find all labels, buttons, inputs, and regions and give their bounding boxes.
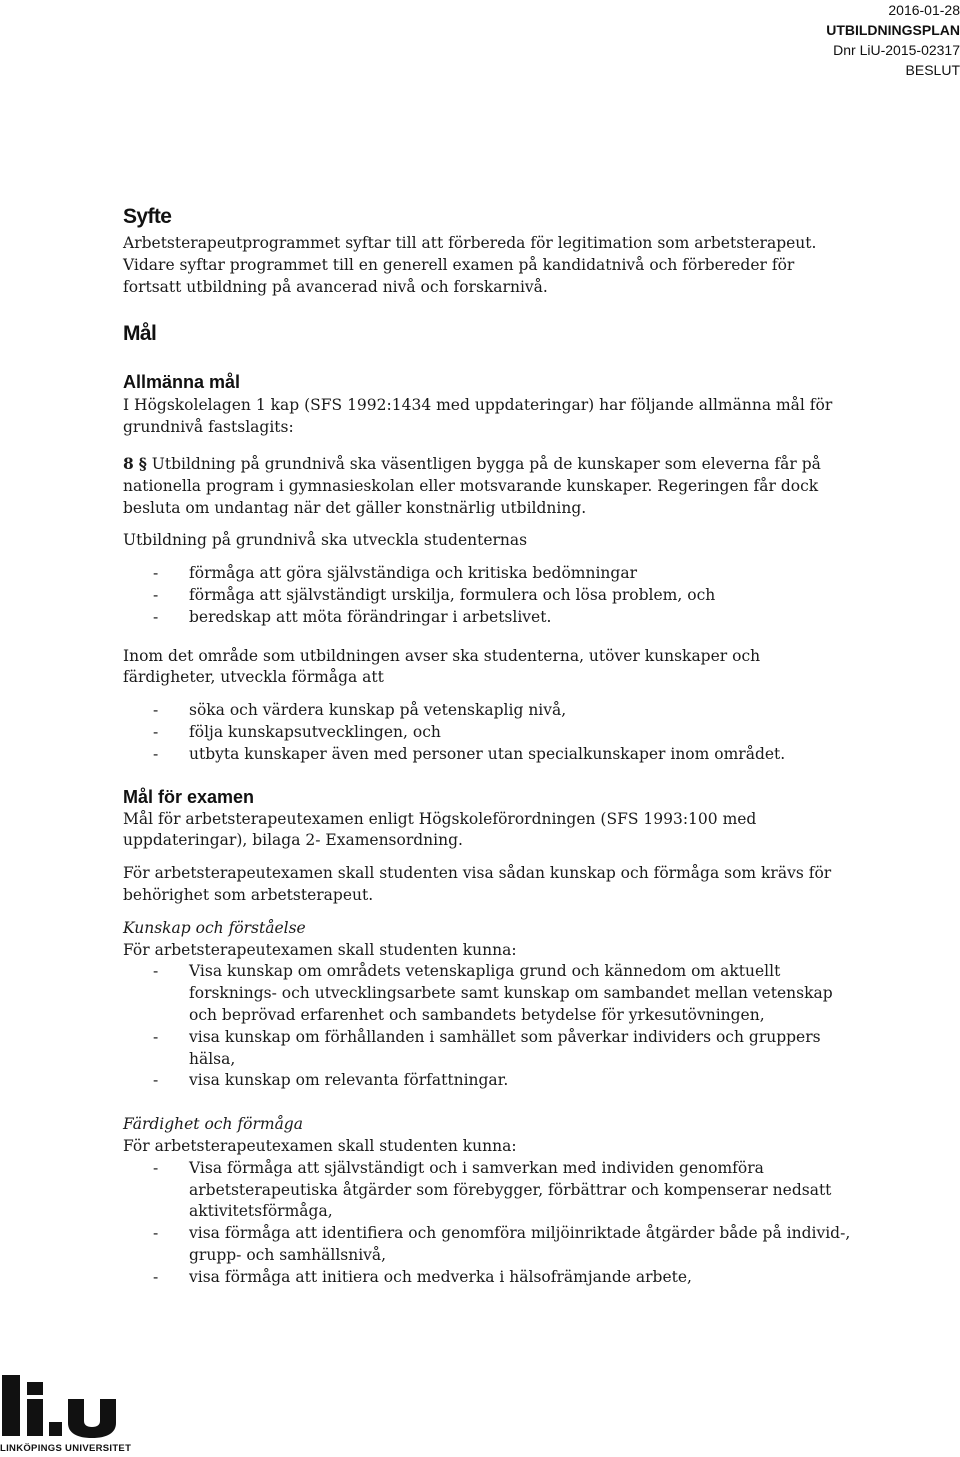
list-item: - visa förmåga att identifiera och genomföra miljöinriktade åtgärder både på individ-, grupp- och samhällsnivå, bbox=[153, 1224, 851, 1264]
mal-for-examen-heading: Mål för examen bbox=[123, 786, 255, 807]
list-dash: - bbox=[153, 607, 159, 626]
list-dash: - bbox=[153, 744, 159, 763]
field-intro: Inom det område som utbildningen avser ska studenterna, utöver kunskaper och färdigheter, utveckla förmåga att bbox=[123, 646, 761, 687]
list-item: - följa kunskapsutvecklingen, och bbox=[123, 722, 853, 744]
list-dash: - bbox=[153, 701, 159, 720]
list-item: - förmåga att självständigt urskilja, formulera och lösa problem, och bbox=[123, 585, 853, 607]
liu-logo-mark bbox=[2, 1375, 116, 1438]
paragraph-number: 8 bbox=[123, 453, 134, 473]
allmanna-mal-intro: I Högskolelagen 1 kap (SFS 1992:1434 med uppdateringar) har följande allmänna mål för grundnivå fastslagits: bbox=[123, 396, 833, 437]
page-header bbox=[826, 0, 960, 80]
fardighet-list bbox=[123, 1158, 853, 1289]
develop-intro: Utbildning på grundnivå ska utveckla studenternas bbox=[123, 531, 528, 550]
paragraph-symbol: § bbox=[138, 453, 147, 473]
list-item: - visa kunskap om förhållanden i samhället som påverkar individers och gruppers hälsa, bbox=[153, 1027, 821, 1068]
list-dash: - bbox=[153, 1224, 159, 1243]
examen-text-1: Mål för arbetsterapeutexamen enligt Högskoleförordningen (SFS 1993:100 med uppdateringar), bilaga 2- Examensordning. bbox=[123, 809, 757, 850]
fardighet-intro: För arbetsterapeutexamen skall studenten kunna: bbox=[123, 1136, 517, 1155]
list-dash: - bbox=[153, 962, 159, 981]
list-item: - Visa förmåga att självständigt och i samverkan med individen genomföra arbetsterapeutiska åtgärder som förebygger, förbättrar och kompenserar nedsatt aktivitetsförmåga, bbox=[153, 1158, 832, 1221]
list-dash: - bbox=[153, 1158, 159, 1177]
syfte-text: Arbetsterapeutprogrammet syftar till att förbereda för legitimation som arbetsterapeut. Vidare syftar programmet till en generell examen på kandidatnivå och förbereder för fortsatt utbildning på avancerad nivå och forskarnivå. bbox=[123, 234, 817, 296]
fardighet-heading: Färdighet och förmåga bbox=[123, 1115, 303, 1134]
paragraph-text: Utbildning på grundnivå ska väsentligen bygga på de kunskaper som eleverna får på nationella program i gymnasieskolan eller motsvarande kunskaper. Regeringen får dock besluta om undantag när det gäller konstnärlig utbildning. bbox=[123, 454, 821, 517]
allmanna-mal-heading: Allmänna mål bbox=[123, 372, 241, 393]
list-item: - visa kunskap om relevanta författningar. bbox=[123, 1070, 853, 1092]
list-dash: - bbox=[153, 564, 159, 583]
list-item: - utbyta kunskaper även med personer utan specialkunskaper inom området. bbox=[123, 744, 853, 766]
list-dash: - bbox=[153, 1027, 159, 1046]
list-dash: - bbox=[153, 585, 159, 604]
document-body bbox=[123, 200, 853, 1288]
law-paragraph bbox=[123, 453, 853, 519]
list-item: - förmåga att göra självständiga och kritiska bedömningar bbox=[123, 563, 853, 585]
kunskap-list bbox=[123, 961, 853, 1092]
list-item: - söka och värdera kunskap på vetenskaplig nivå, bbox=[123, 700, 853, 722]
header-status: BESLUT bbox=[905, 62, 960, 78]
kunskap-heading: Kunskap och förståelse bbox=[123, 918, 306, 937]
mal-heading: Mål bbox=[123, 322, 157, 346]
header-date: 2016-01-28 bbox=[888, 2, 960, 18]
list-item: - visa förmåga att initiera och medverka i hälsofrämjande arbete, bbox=[123, 1267, 853, 1289]
develop-list bbox=[123, 563, 853, 628]
field-list bbox=[123, 700, 853, 765]
header-doc-type: UTBILDNINGSPLAN bbox=[826, 22, 960, 38]
list-item: - Visa kunskap om områdets vetenskapliga grund och kännedom om aktuellt forsknings- och utvecklingsarbete samt kunskap om sambandet mellan vetenskap och beprövad erfarenhet och sambandets betydelse för yrkesutövningen, bbox=[153, 962, 833, 1024]
list-dash: - bbox=[153, 1267, 159, 1286]
list-dash: - bbox=[153, 722, 159, 741]
list-dash: - bbox=[153, 1071, 159, 1090]
kunskap-intro: För arbetsterapeutexamen skall studenten kunna: bbox=[123, 940, 517, 959]
examen-text-2: För arbetsterapeutexamen skall studenten visa sådan kunskap och förmåga som krävs för behörighet som arbetsterapeut. bbox=[123, 864, 832, 904]
list-item: - beredskap att möta förändringar i arbetslivet. bbox=[123, 607, 853, 629]
header-reg-no: Dnr LiU-2015-02317 bbox=[833, 42, 960, 58]
logo-caption: LINKÖPINGS UNIVERSITET bbox=[0, 1443, 132, 1454]
syfte-heading: Syfte bbox=[123, 205, 172, 228]
